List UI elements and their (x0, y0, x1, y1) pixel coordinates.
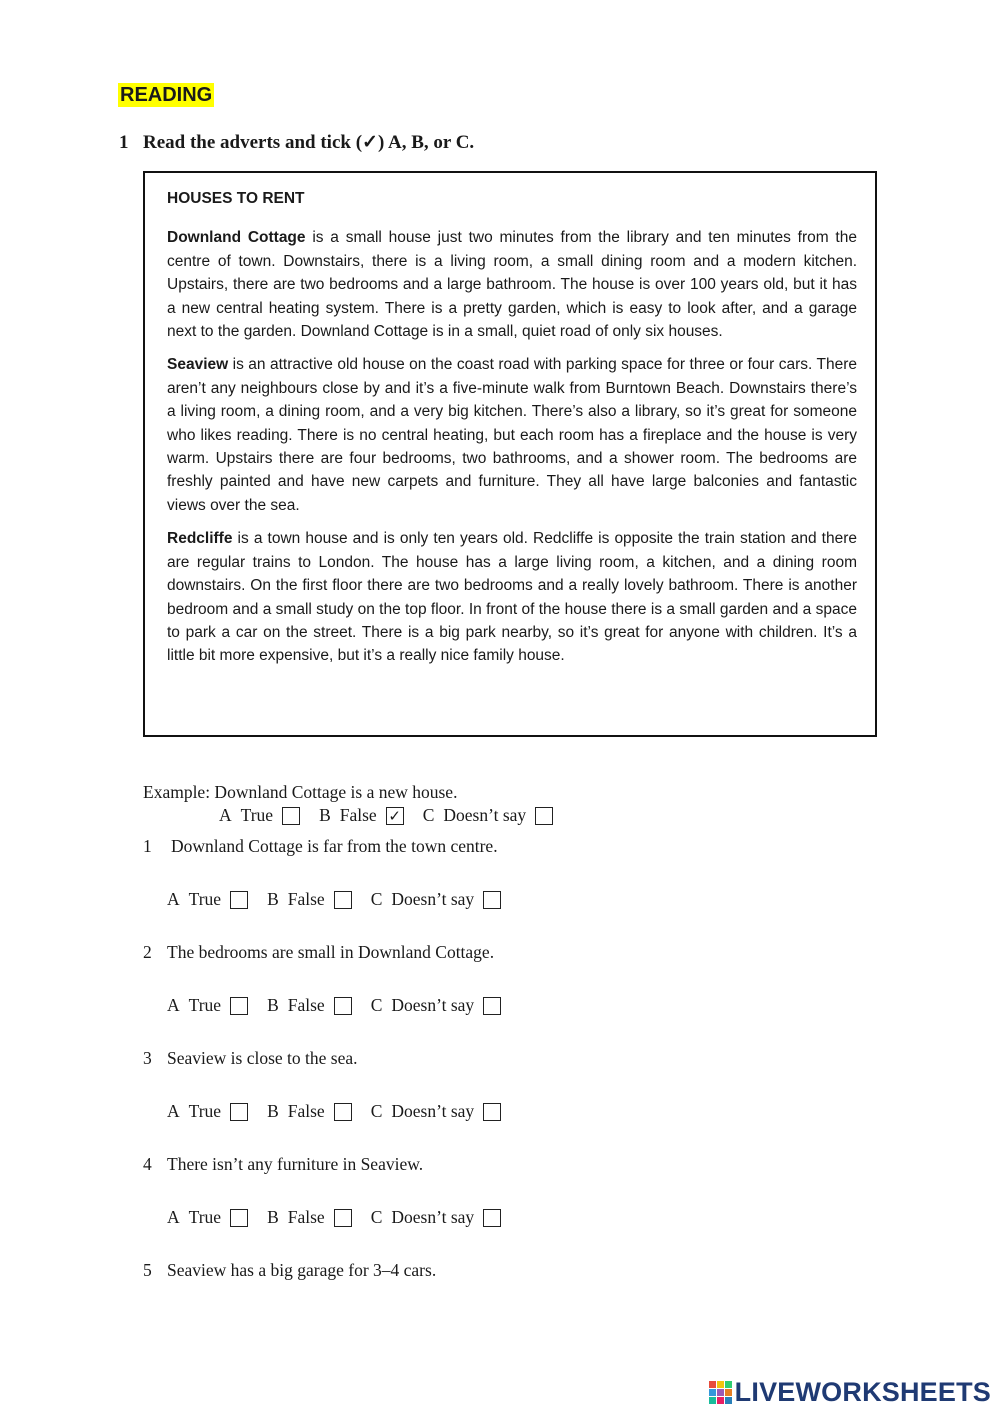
logo-tile (725, 1381, 732, 1388)
q2-checkbox-b[interactable] (334, 997, 352, 1015)
logo-tile (725, 1397, 732, 1404)
example-checkbox-a[interactable] (282, 807, 300, 825)
q4-checkbox-c[interactable] (483, 1209, 501, 1227)
logo-tile (709, 1389, 716, 1396)
instruction-number: 1 (119, 132, 129, 153)
advert-downland (167, 226, 857, 343)
instruction (119, 131, 474, 154)
example-option-c: C Doesn’t say (423, 805, 572, 826)
example-question: Example: Downland Cottage is a new house. (143, 782, 458, 802)
question-3-options: A True B False C Doesn’t say (167, 1101, 520, 1122)
q2-checkbox-a[interactable] (230, 997, 248, 1015)
advert-seaview (167, 353, 857, 517)
example-options (219, 805, 572, 826)
question-4: 4 There isn’t any furniture in Seaview. (143, 1154, 424, 1174)
advert-text: is a small house just two minutes from the library and ten minutes from the centre of town. Downstairs, there is a living room, a small dining room and a modern kitchen. Upstairs, there are two bedrooms and a large bathroom. The house is over 100 years old, but it has a new central heating system. There is a pretty garden, which is easy to look after, and a garage next to the garden. Downland Cottage is in a small, quiet road of only six houses. (167, 229, 857, 341)
logo-tile (717, 1381, 724, 1388)
q1-checkbox-b[interactable] (334, 891, 352, 909)
q1-checkbox-a[interactable] (230, 891, 248, 909)
question-5: 5 Seaview has a big garage for 3–4 cars. (143, 1260, 437, 1280)
example-option-b: B False ✓ (319, 805, 423, 826)
logo-icon (709, 1381, 732, 1404)
example-option-a: A True (219, 805, 319, 826)
question-3: 3 Seaview is close to the sea. (143, 1048, 358, 1068)
instruction-text: Read the adverts and tick (✓) A, B, or C. (143, 132, 475, 153)
section-title: READING (120, 84, 213, 106)
q2-checkbox-c[interactable] (483, 997, 501, 1015)
advert-name: Downland Cottage (167, 229, 306, 247)
example-checkbox-b[interactable]: ✓ (386, 807, 404, 825)
logo-tile (717, 1389, 724, 1396)
question-2: 2 The bedrooms are small in Downland Cottage. (143, 942, 495, 962)
q1-checkbox-c[interactable] (483, 891, 501, 909)
advert-text: is a town house and is only ten years old. Redcliffe is opposite the train station and there are regular trains to London. The house has a large living room, a kitchen, and a dining room downstairs. On the first floor there are two bedrooms and a really lovely bathroom. There is another bedroom and a small study on the top floor. In front of the house there is a small garden and a space to park a car on the street. There is a big park nearby, so it’s great for anyone with children. It’s a little bit more expensive, but it’s a really nice family house. (167, 530, 857, 665)
q3-checkbox-c[interactable] (483, 1103, 501, 1121)
q4-checkbox-b[interactable] (334, 1209, 352, 1227)
logo-tile (725, 1389, 732, 1396)
question-2-options: A True B False C Doesn’t say (167, 995, 520, 1016)
question-4-options: A True B False C Doesn’t say (167, 1207, 520, 1228)
example-checkbox-c[interactable] (535, 807, 553, 825)
q4-checkbox-a[interactable] (230, 1209, 248, 1227)
logo-text: LIVEWORKSHEETS (734, 1377, 991, 1407)
question-1: 1 Downland Cottage is far from the town centre. (143, 836, 498, 856)
advert-box (143, 171, 877, 737)
advert-name: Redcliffe (167, 530, 233, 548)
advert-text: is an attractive old house on the coast road with parking space for three or four cars. There aren’t any neighbours close by and it’s a five-minute walk from Burntown Beach. Downstairs there’s a living room, a dining room, and a very big kitchen. There’s also a library, so it’s great for someone who likes reading. There is no central heating, but each room has a fireplace and the house is very warm. Upstairs there are four bedrooms, two bathrooms, and a shower room. The bedrooms are freshly painted and have new carpets and furniture. They all have large balconies and fantastic views over the sea. (167, 356, 857, 514)
question-1-options: A True B False C Doesn’t say (167, 889, 520, 910)
liveworksheets-logo (709, 1377, 991, 1408)
logo-tile (717, 1397, 724, 1404)
logo-tile (709, 1381, 716, 1388)
advert-name: Seaview (167, 356, 229, 374)
logo-tile (709, 1397, 716, 1404)
q3-checkbox-a[interactable] (230, 1103, 248, 1121)
q3-checkbox-b[interactable] (334, 1103, 352, 1121)
advert-redcliffe (167, 527, 857, 667)
advert-box-title: HOUSES TO RENT (167, 190, 305, 207)
